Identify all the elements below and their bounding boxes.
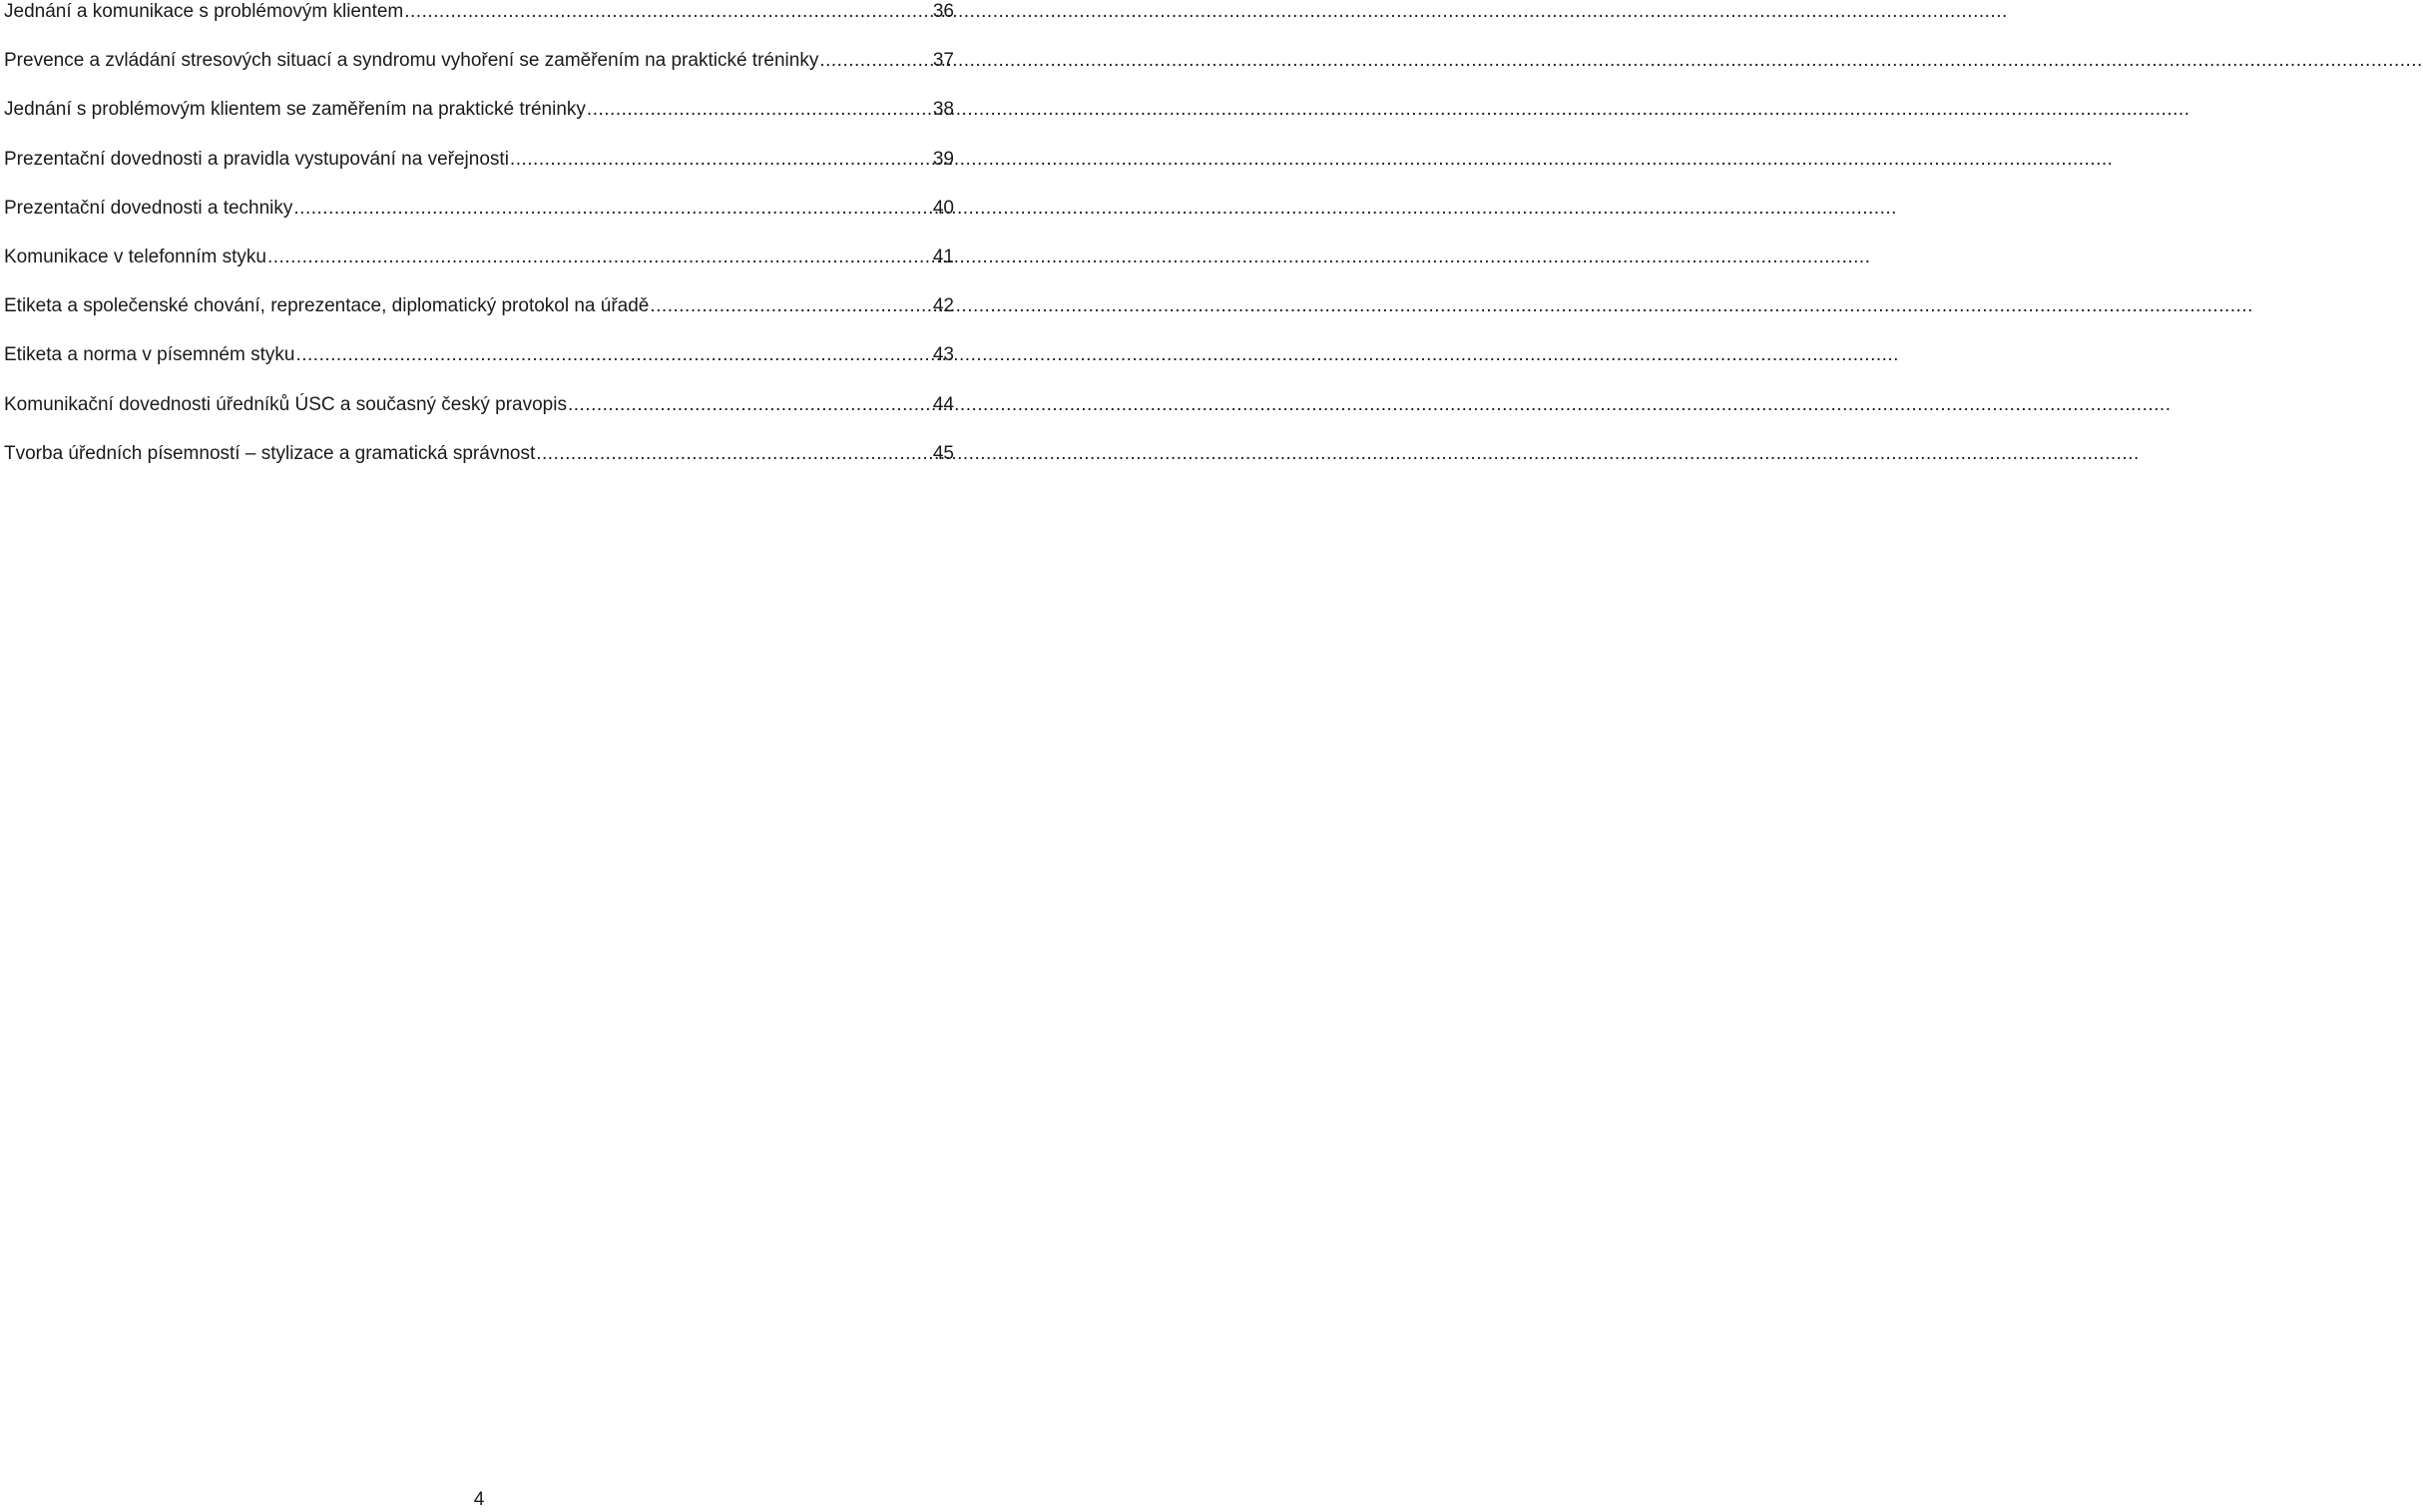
toc-entry-page: 36 xyxy=(932,1,954,22)
page-number: 4 xyxy=(473,1489,485,1510)
toc-entry-title: Etiketa a společenské chování, reprezentace, diplomatický protokol na úřadě xyxy=(4,295,650,317)
toc-entry[interactable] xyxy=(4,343,958,392)
toc-dot-leader xyxy=(650,295,930,317)
toc-dot-leader xyxy=(819,50,931,72)
toc-entry-title: Etiketa a norma v písemném styku xyxy=(4,344,295,366)
toc-dot-leader xyxy=(587,99,931,121)
toc-dot-leader xyxy=(267,247,931,268)
toc-entry-title: Tvorba úředních písemností – stylizace a gramatická správnost xyxy=(4,442,536,464)
toc-dot-leader xyxy=(404,1,931,23)
toc-entry-title: Komunikační dovednosti úředníků ÚSC a současný český pravopis xyxy=(4,393,567,415)
toc-entry-page: 39 xyxy=(932,148,954,170)
toc-entry[interactable] xyxy=(4,442,958,491)
toc-entry-title: Komunikace v telefonním styku xyxy=(4,246,266,267)
toc-entry-page: 45 xyxy=(932,442,954,464)
toc-entry[interactable] xyxy=(4,197,958,246)
toc-entry-page: 40 xyxy=(932,197,954,219)
toc-entry[interactable] xyxy=(4,98,958,147)
toc-dot-leader xyxy=(295,344,930,366)
toc-entry-page: 38 xyxy=(932,99,954,121)
toc-entry-page: 37 xyxy=(932,50,954,72)
toc-dot-leader xyxy=(536,443,931,465)
toc-entry-title: Prezentační dovednosti a techniky xyxy=(4,197,293,219)
toc-entry[interactable] xyxy=(4,393,958,442)
toc-entry-page: 41 xyxy=(932,246,954,267)
toc-entry-title: Jednání s problémovým klientem se zaměřením na praktické tréninky xyxy=(4,99,586,121)
table-of-contents xyxy=(4,0,958,491)
toc-entry-title: Prevence a zvládání stresových situací a syndromu vyhoření se zaměřením na praktické tréninky xyxy=(4,50,819,72)
toc-dot-leader xyxy=(293,198,930,220)
toc-entry-page: 43 xyxy=(932,344,954,366)
toc-entry[interactable] xyxy=(4,148,958,197)
toc-dot-leader xyxy=(510,149,931,171)
toc-entry[interactable] xyxy=(4,0,958,49)
toc-entry[interactable] xyxy=(4,294,958,343)
toc-dot-leader xyxy=(568,394,931,416)
toc-entry-title: Prezentační dovednosti a pravidla vystupování na veřejnosti xyxy=(4,148,509,170)
toc-entry[interactable] xyxy=(4,49,958,98)
toc-entry[interactable] xyxy=(4,246,958,294)
toc-entry-title: Jednání a komunikace s problémovým klientem xyxy=(4,1,404,22)
toc-entry-page: 42 xyxy=(932,295,954,317)
toc-entry-page: 44 xyxy=(932,393,954,415)
